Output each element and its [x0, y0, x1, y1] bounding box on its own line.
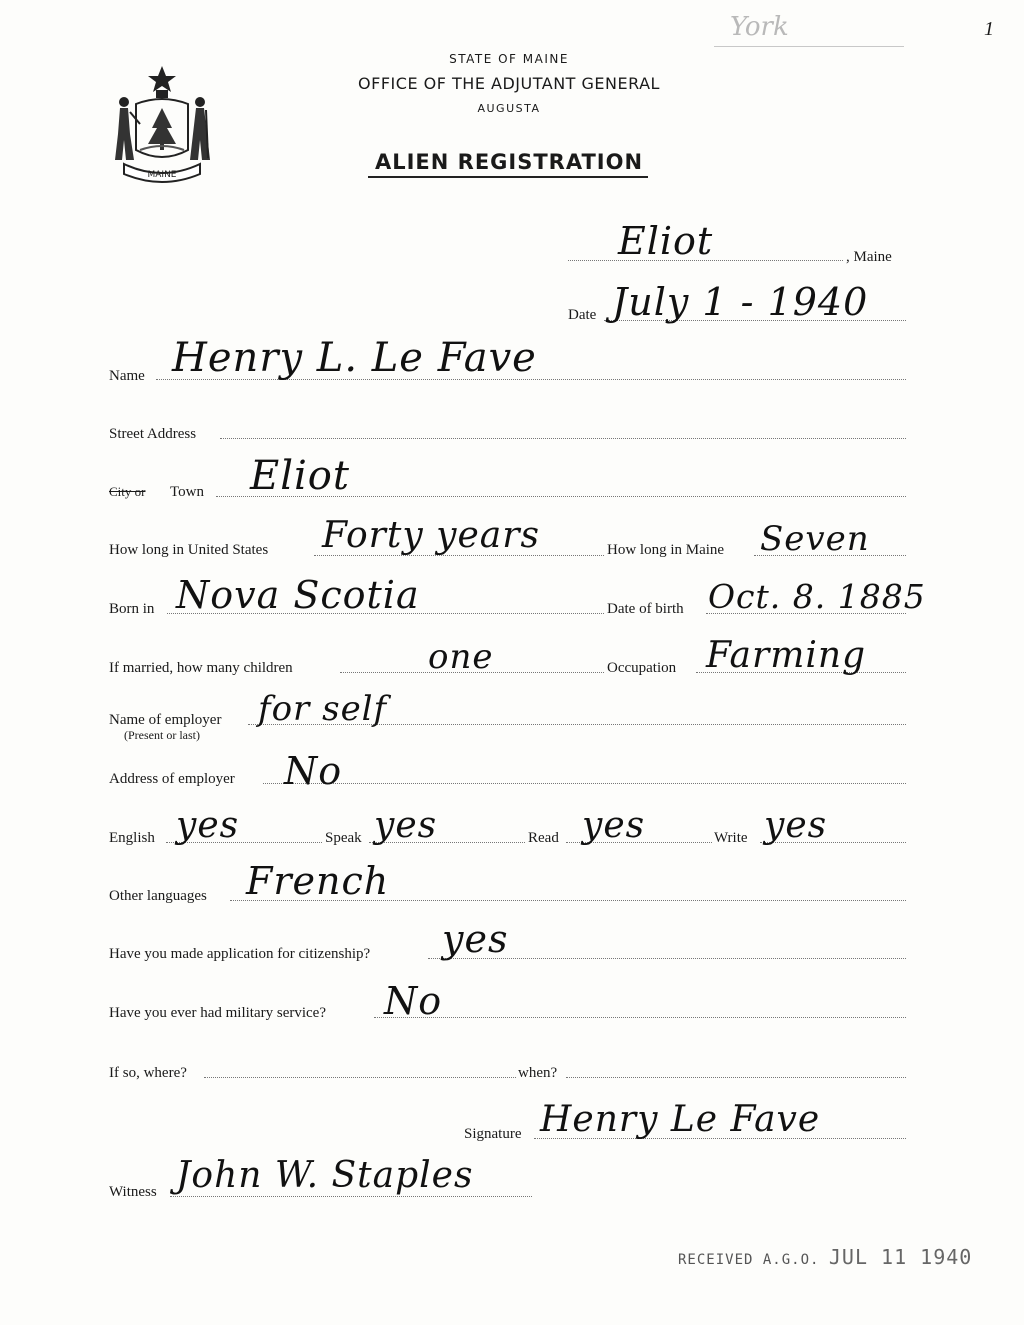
speak-label: Speak: [325, 830, 362, 846]
date-label: Date: [568, 307, 597, 323]
occupation-label: Occupation: [607, 660, 677, 676]
children-label: If married, how many children: [109, 660, 293, 676]
header-city: AUGUSTA: [477, 102, 541, 115]
years-maine-label: How long in Maine: [607, 542, 725, 558]
birth-date-value: Oct. 8. 1885: [708, 577, 926, 616]
employer-value: for self: [258, 689, 388, 729]
employer-address-value: No: [284, 749, 343, 793]
citizenship-value: yes: [442, 917, 509, 961]
county-note: York: [730, 12, 789, 42]
when-line: [566, 1077, 906, 1078]
other-languages-value: French: [246, 859, 390, 903]
town-value: Eliot: [250, 453, 350, 499]
occupation-value: Farming: [706, 635, 867, 676]
town-label: Town: [170, 484, 204, 500]
years-us-value: Forty years: [322, 515, 540, 556]
name-label: Name: [109, 368, 145, 384]
witness-line: [170, 1196, 532, 1197]
read-value: yes: [582, 805, 646, 846]
street-line: [220, 438, 906, 439]
city-struck-label: City or: [109, 484, 146, 499]
title-underline: [368, 176, 648, 178]
when-label: when?: [518, 1065, 558, 1081]
seal-ribbon-text: MAINE: [147, 170, 177, 180]
header-state: STATE OF MAINE: [449, 52, 569, 66]
birth-date-label: Date of birth: [607, 601, 684, 617]
place-value: Eliot: [618, 219, 714, 263]
english-value: yes: [176, 805, 240, 846]
citizenship-label: Have you made application for citizenship?: [109, 946, 371, 962]
received-stamp-text: RECEIVED A.G.O.: [678, 1252, 820, 1268]
street-label: Street Address: [109, 426, 197, 442]
born-in-label: Born in: [109, 601, 155, 617]
witness-label: Witness: [109, 1184, 157, 1200]
military-label: Have you ever had military service?: [109, 1005, 326, 1021]
years-maine-value: Seven: [760, 519, 870, 559]
form-title: ALIEN REGISTRATION: [374, 150, 644, 174]
witness-value: John W. Staples: [176, 1155, 474, 1196]
speak-value: yes: [374, 805, 438, 846]
date-value: July 1 - 1940: [612, 280, 869, 324]
write-value: yes: [764, 805, 828, 846]
signature-label: Signature: [464, 1126, 522, 1142]
where-line: [204, 1077, 516, 1078]
signature-value: Henry Le Fave: [540, 1099, 821, 1140]
header-office: OFFICE OF THE ADJUTANT GENERAL: [358, 74, 660, 93]
military-line: [374, 1017, 906, 1018]
write-label: Write: [714, 830, 748, 846]
born-in-value: Nova Scotia: [176, 573, 420, 617]
name-value: Henry L. Le Fave: [172, 335, 537, 381]
county-note-rule: [714, 46, 904, 47]
received-stamp-date: JUL 11 1940: [828, 1245, 973, 1269]
children-value: one: [428, 637, 494, 677]
employer-address-label: Address of employer: [109, 771, 235, 787]
employer-label: Name of employer: [109, 712, 222, 728]
page-number: 1: [984, 18, 994, 40]
english-label: English: [109, 830, 155, 846]
other-languages-label: Other languages: [109, 888, 207, 904]
employer-address-line: [263, 783, 906, 784]
years-us-label: How long in United States: [109, 542, 269, 558]
employer-sub-label: (Present or last): [124, 728, 200, 742]
read-label: Read: [528, 830, 559, 846]
where-label: If so, where?: [109, 1065, 187, 1081]
military-value: No: [384, 979, 443, 1023]
place-label: , Maine: [846, 249, 892, 265]
received-stamp: [678, 1245, 972, 1269]
